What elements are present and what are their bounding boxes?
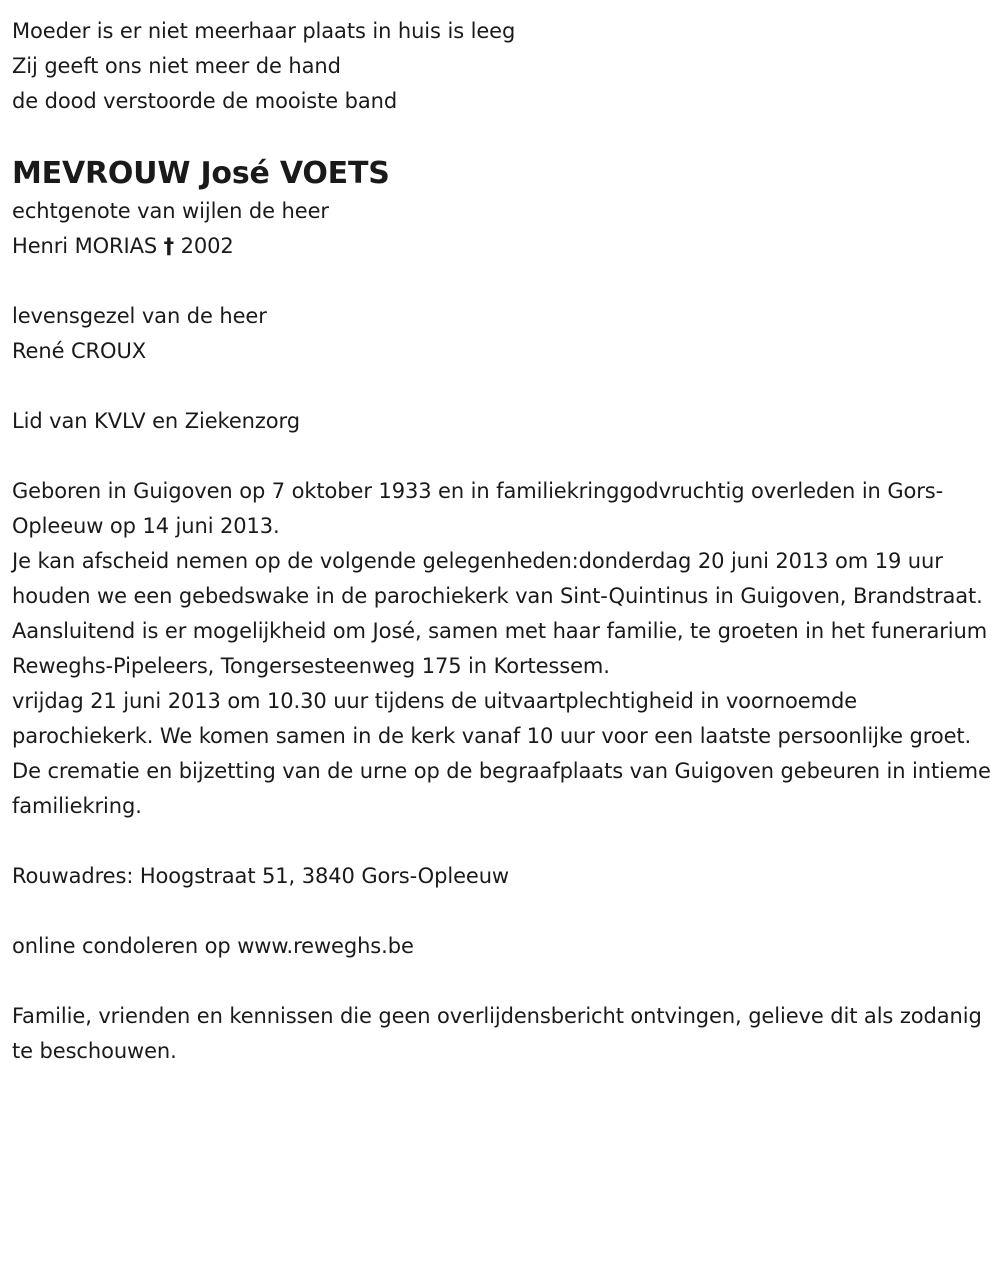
spouse-name-line — [12, 229, 992, 264]
partner-intro: levensgezel van de heer — [12, 304, 267, 328]
poem-line-2: Zij geeft ons niet meer de hand — [12, 54, 341, 78]
spacer-after-partner — [12, 369, 992, 404]
spacer-after-condolences — [12, 964, 992, 999]
memberships: Lid van KVLV en Ziekenzorg — [12, 409, 300, 433]
birth-death-paragraph: Geboren in Guigoven op 7 oktober 1933 en in familiekringgodvruchtig overleden in Gors-Opleeuw op 14 juni 2013. — [12, 479, 944, 538]
spacer-after-spouse — [12, 264, 992, 299]
spouse-death-year: 2002 — [174, 234, 234, 258]
mourning-address: Rouwadres: Hoogstraat 51, 3840 Gors-Opleeuw — [12, 864, 510, 888]
online-condolences: online condoleren op www.reweghs.be — [12, 934, 414, 958]
closing-notice: Familie, vrienden en kennissen die geen overlijdensbericht ontvingen, gelieve dit als zodanig te beschouwen. — [12, 1004, 982, 1063]
spacer-after-address — [12, 894, 992, 929]
spacer-after-memberships — [12, 439, 992, 474]
partner-name: René CROUX — [12, 339, 147, 363]
spouse-name: Henri MORIAS — [12, 234, 164, 258]
cross-icon: † — [163, 234, 175, 258]
body-block — [12, 474, 992, 824]
spouse-intro: echtgenote van wijlen de heer — [12, 199, 329, 223]
spacer-after-body — [12, 824, 992, 859]
poem-line-1: Moeder is er niet meerhaar plaats in huis is leeg — [12, 19, 516, 43]
poem-block — [12, 14, 992, 119]
deceased-name: MEVROUW José VOETS — [12, 156, 390, 191]
funeral-paragraph: vrijdag 21 juni 2013 om 10.30 uur tijdens de uitvaartplechtigheid in voornoemde parochiekerk. We komen samen in de kerk vanaf 10 uur voor een laatste persoonlijke groet. De crematie en bijzetting van de urne op de begraafplaats van Guigoven gebeuren in intieme familiekring. — [12, 689, 991, 818]
farewell-paragraph: Je kan afscheid nemen op de volgende gelegenheden:donderdag 20 juni 2013 om 19 uur houden we een gebedswake in de parochiekerk van Sint-Quintinus in Guigoven, Brandstraat. Aansluitend is er mogelijkheid om José, samen met haar familie, te groeten in het funerarium Reweghs-Pipeleers, Tongersesteenweg 175 in Kortessem. — [12, 549, 988, 678]
poem-line-3: de dood verstoorde de mooiste band — [12, 89, 398, 113]
partner-block — [12, 299, 992, 369]
deceased-block — [12, 154, 992, 264]
spacer-after-poem — [12, 119, 992, 154]
